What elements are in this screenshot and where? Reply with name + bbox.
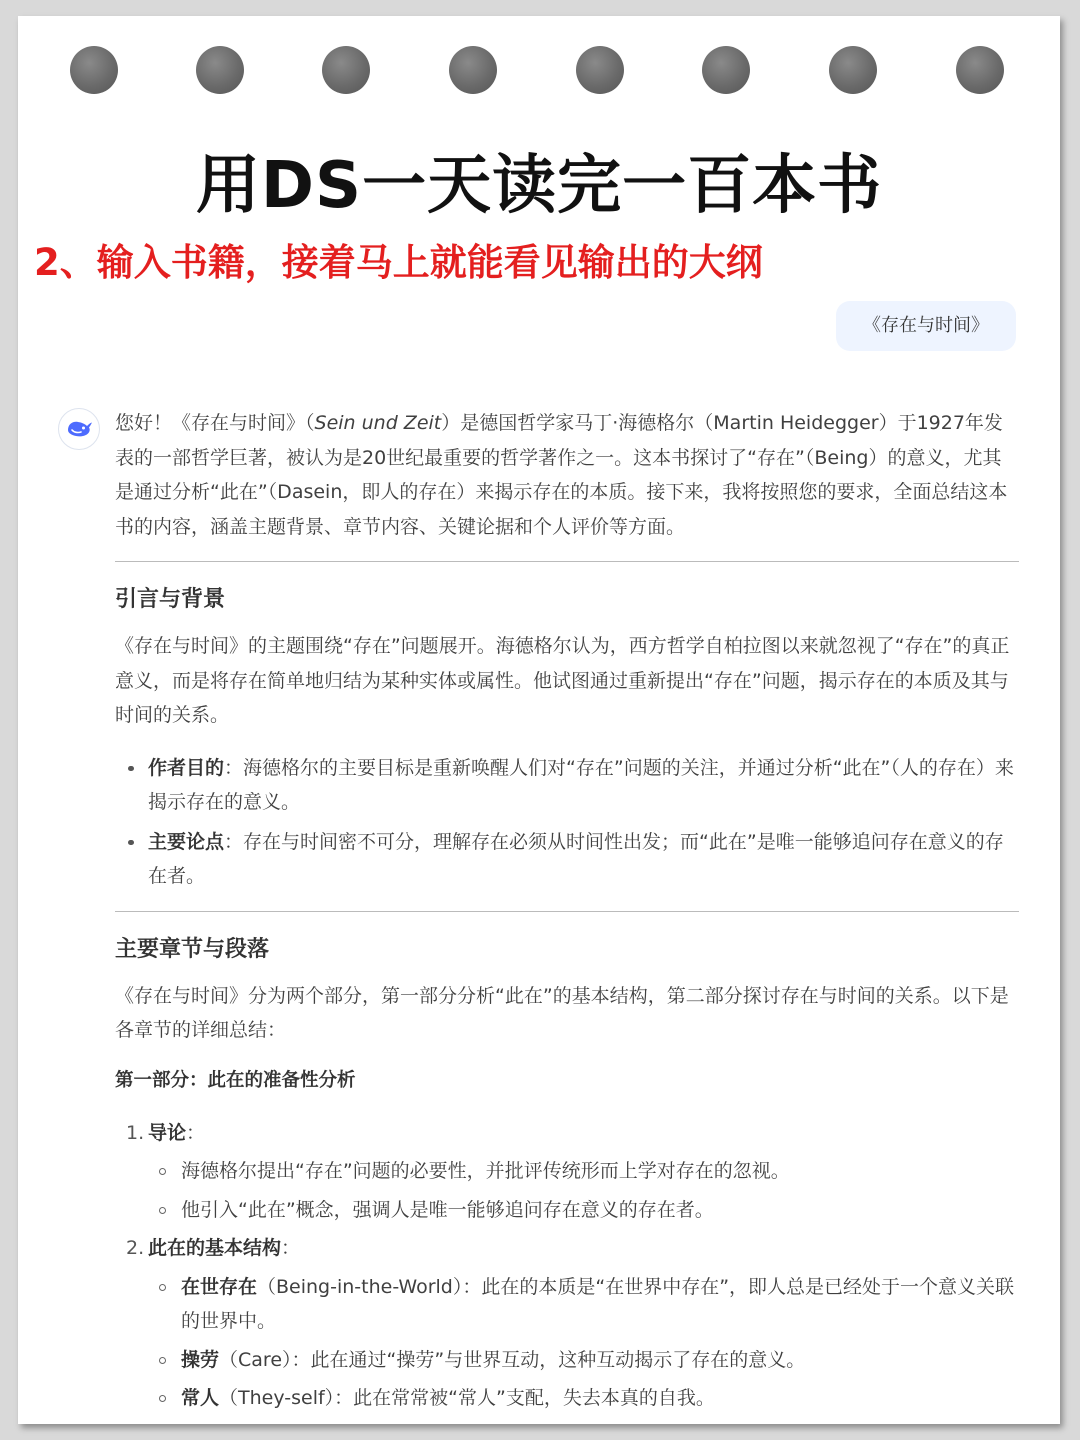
sub-list	[115, 1154, 1019, 1227]
bullet-text: ：存在与时间密不可分，理解存在必须从时间性出发；而“此在”是唯一能够追问存在意义的存在者。	[148, 830, 1004, 887]
list-item	[115, 1231, 1019, 1266]
sub-text: （They-self）：此在常常被“常人”支配，失去本真的自我。	[219, 1387, 715, 1409]
bullet-text: ：海德格尔的主要目标是重新唤醒人们对“存在”问题的关注，并通过分析“此在”（人的存在）来揭示存在的意义。	[148, 756, 1014, 813]
bullet-list	[115, 751, 1019, 894]
binder-hole	[70, 46, 118, 94]
list-item	[115, 1343, 1019, 1378]
list-item	[115, 825, 1019, 894]
bullet-label: 作者目的	[148, 756, 225, 779]
sub-label: 常人	[181, 1387, 220, 1409]
item-number: 1.	[126, 1121, 145, 1144]
assistant-response	[115, 406, 1019, 1416]
section-paragraph: 《存在与时间》分为两个部分，第一部分分析“此在”的基本结构，第二部分探讨存在与时间的关系。以下是各章节的详细总结：	[115, 984, 1009, 1041]
binder-holes	[70, 46, 1010, 94]
section-heading: 引言与背景	[115, 587, 226, 612]
divider	[115, 561, 1019, 562]
sub-list	[115, 1270, 1019, 1416]
binder-hole	[322, 46, 370, 94]
binder-hole	[576, 46, 624, 94]
sub-text: （Being-in-the-World）：此在的本质是“在世界中存在”，即人总是已经处于一个意义关联的世界中。	[181, 1275, 1015, 1332]
binder-hole	[449, 46, 497, 94]
sub-text: （Care）：此在通过“操劳”与世界互动，这种互动揭示了存在的意义。	[219, 1348, 806, 1371]
page-title: 用DS一天读完一百本书	[195, 149, 883, 223]
list-item	[115, 1270, 1019, 1339]
list-item	[115, 1154, 1019, 1189]
assistant-avatar	[58, 408, 100, 450]
intro-text: 您好！《存在与时间》（	[115, 412, 315, 434]
notebook-page	[18, 16, 1060, 1424]
user-message-bubble: 《存在与时间》	[836, 301, 1016, 351]
intro-paragraph	[115, 406, 1019, 544]
sub-label: 操劳	[181, 1348, 220, 1371]
list-item	[115, 1116, 1019, 1151]
intro-italic-title: Sein und Zeit	[314, 412, 442, 434]
item-number: 2.	[126, 1237, 145, 1259]
item-label: 此在的基本结构	[148, 1237, 282, 1259]
page-subtitle: 2、输入书籍，接着马上就能看见输出的大纲	[34, 241, 763, 284]
list-item	[115, 1381, 1019, 1416]
divider	[115, 911, 1019, 912]
list-item	[115, 1193, 1019, 1228]
section-heading: 主要章节与段落	[115, 936, 270, 962]
binder-hole	[829, 46, 877, 94]
item-suffix: ：	[186, 1121, 206, 1144]
intro-text: ）是德国哲学家马丁·海德格尔（Martin Heidegger）于1927年发表的一部哲学巨著，被认为是20世纪最重要的哲学著作之一。这本书探讨了“存在”（Being）的意义，尤其是通过分析“此在”（Dasein，即人的存在）来揭示存在的本质。接下来，我将按照您的要求，全面总结这本书的内容，涵盖主题背景、章节内容、关键论据和个人评价等方面。	[115, 412, 1008, 538]
sub-label: 在世存在	[181, 1275, 258, 1298]
binder-hole	[196, 46, 244, 94]
bullet-label: 主要论点	[148, 830, 225, 853]
item-suffix: ：	[281, 1237, 301, 1259]
part-heading: 第一部分：此在的准备性分析	[115, 1069, 356, 1091]
binder-hole	[956, 46, 1004, 94]
sub-text: 海德格尔提出“存在”问题的必要性，并批评传统形而上学对存在的忽视。	[181, 1160, 790, 1182]
list-item	[115, 751, 1019, 820]
deepseek-whale-icon	[59, 409, 99, 449]
binder-hole	[702, 46, 750, 94]
item-label: 导论	[148, 1121, 187, 1144]
section-paragraph: 《存在与时间》的主题围绕“存在”问题展开。海德格尔认为，西方哲学自柏拉图以来就忽视了“存在”的真正意义，而是将存在简单地归结为某种实体或属性。他试图通过重新提出“存在”问题，揭示存在的本质及其与时间的关系。	[115, 635, 1010, 726]
sub-text: 他引入“此在”概念，强调人是唯一能够追问存在意义的存在者。	[181, 1198, 714, 1221]
